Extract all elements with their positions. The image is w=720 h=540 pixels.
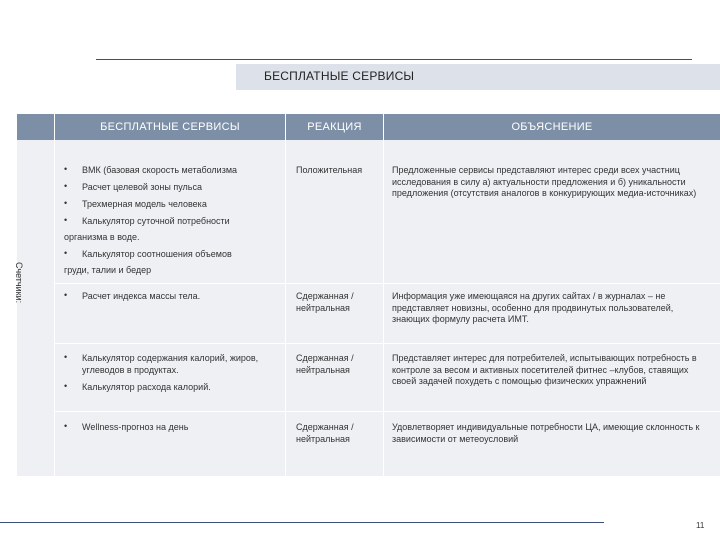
reaction-cell: Сдержанная / нейтральная: [296, 353, 354, 375]
row-divider: [55, 283, 720, 284]
explanation-cell: Представляет интерес для потребителей, испытывающих потребность в контроле за весом и активных посетителей фитнес –клубов, ставящих своей задачей похудеть с помощью физических упражнений: [392, 353, 697, 386]
bullet-icon: •: [64, 290, 68, 300]
service-item: Калькулятор содержания калорий, жиров, углеводов в продуктах.: [82, 353, 259, 375]
row-divider: [55, 411, 720, 412]
bullet-icon: •: [64, 421, 68, 431]
service-item: ВМК (базовая скорость метаболизма: [82, 165, 238, 175]
header-explanation: ОБЪЯСНЕНИЕ: [384, 114, 720, 140]
bullet-icon: •: [64, 215, 68, 225]
header-empty: [17, 114, 54, 140]
explanation-cell: Удовлетворяет индивидуальные потребности ЦА, имеющие склонность к зависимости от метеоусловий: [392, 422, 700, 444]
explanation-cell: Предложенные сервисы представляют интерес среди всех участниц исследования в силу а) актуальности предложения и б) уникальности предложения (отсутствия аналогов в конкурирующих медиа-источниках): [392, 165, 697, 198]
header-services: БЕСПЛАТНЫЕ СЕРВИСЫ: [55, 114, 285, 140]
page-number: 11: [696, 521, 705, 530]
service-item: Калькулятор расхода калорий.: [82, 382, 211, 392]
service-item: груди, талии и бедер: [64, 265, 152, 275]
top-divider: [96, 59, 692, 60]
explanation-cell: Информация уже имеющаяся на других сайтах / в журналах – не представляет новизны, особенно для продвинутых пользователей, знающих формулу расчета ИМТ.: [392, 291, 674, 324]
service-item: Расчет целевой зоны пульса: [82, 182, 202, 192]
bullet-icon: •: [64, 198, 68, 208]
side-label: Счетчики:: [14, 262, 24, 304]
bottom-divider: [0, 522, 604, 523]
bullet-icon: •: [64, 164, 68, 174]
slide-title: БЕСПЛАТНЫЕ СЕРВИСЫ: [264, 69, 415, 83]
header-reaction: РЕАКЦИЯ: [286, 114, 383, 140]
bullet-icon: •: [64, 248, 68, 258]
service-item: Калькулятор суточной потребности: [82, 216, 230, 226]
bullet-icon: •: [64, 352, 68, 362]
reaction-cell: Сдержанная / нейтральная: [296, 422, 354, 444]
service-item: Трехмерная модель человека: [82, 199, 207, 209]
service-item: Калькулятор соотношения объемов: [82, 249, 232, 259]
row-divider: [55, 343, 720, 344]
service-item: Wellness-прогноз на день: [82, 422, 189, 432]
bullet-icon: •: [64, 181, 68, 191]
service-item: Расчет индекса массы тела.: [82, 291, 201, 301]
service-item: организма в воде.: [64, 232, 140, 242]
reaction-cell: Положительная: [296, 165, 363, 175]
bullet-icon: •: [64, 381, 68, 391]
reaction-cell: Сдержанная / нейтральная: [296, 291, 354, 313]
